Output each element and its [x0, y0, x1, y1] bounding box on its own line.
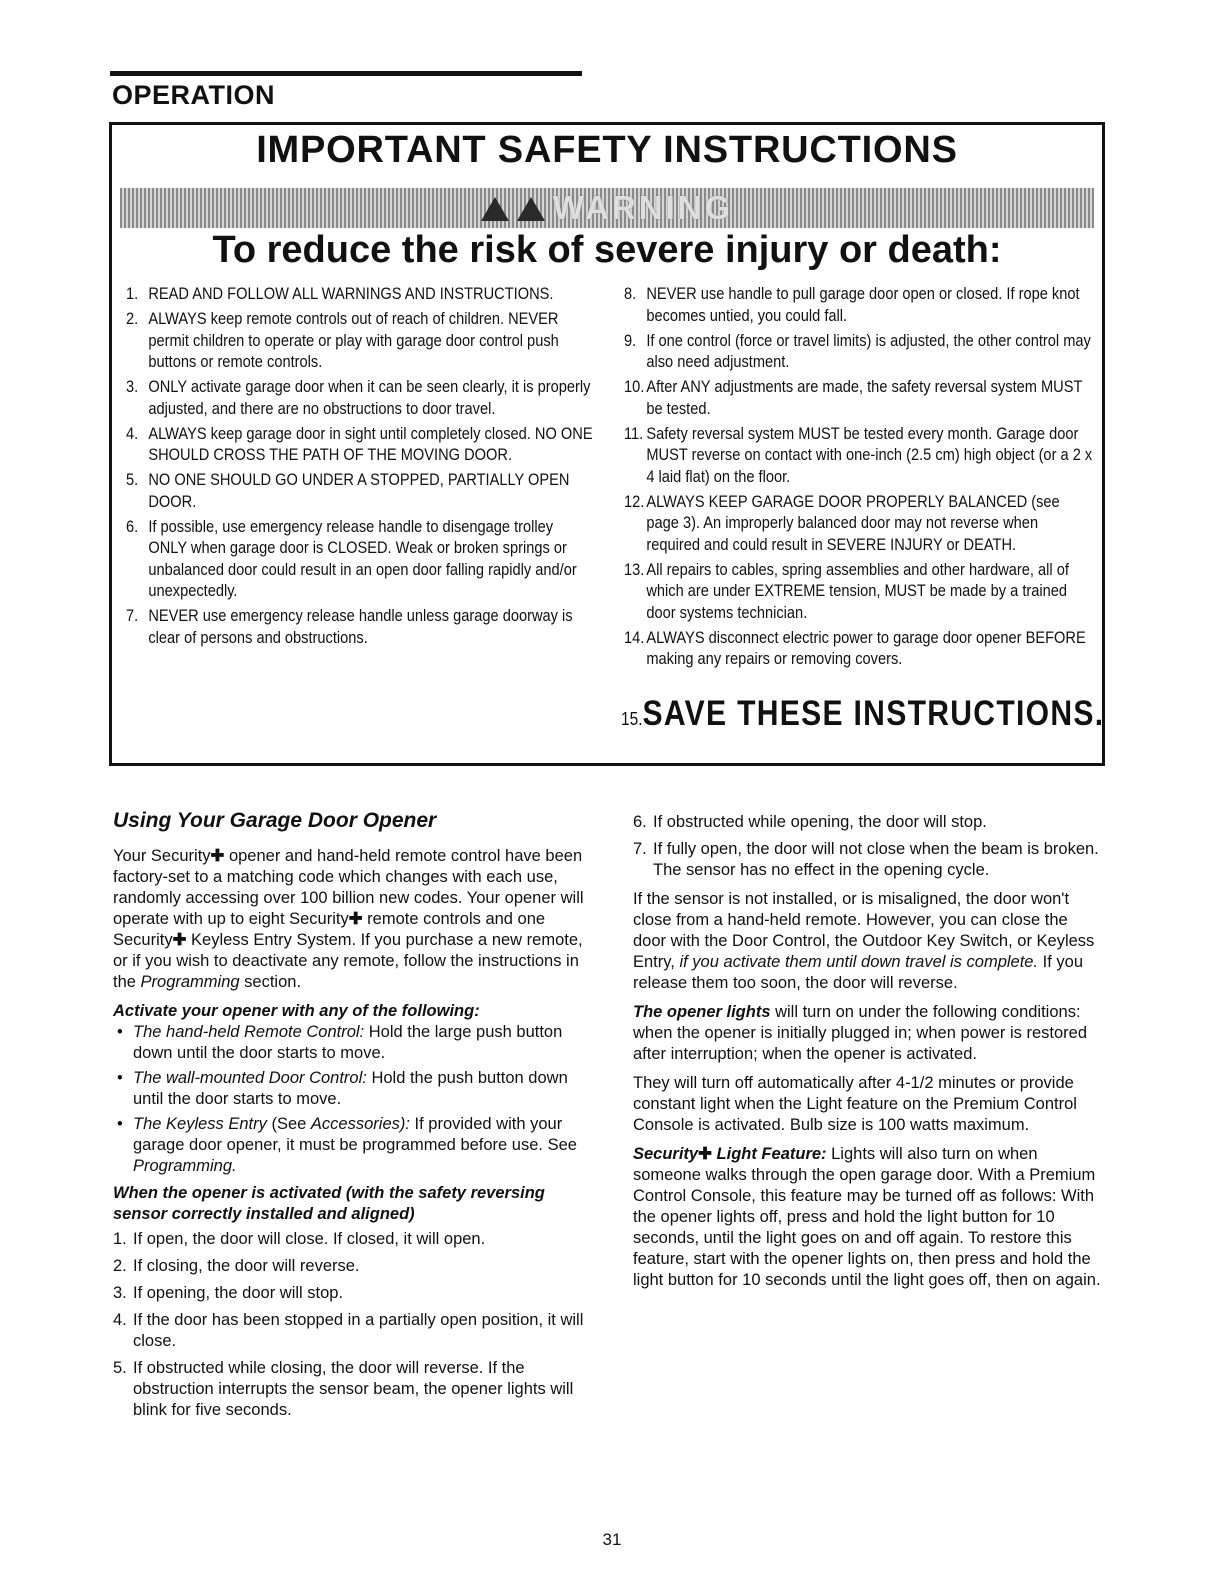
- safety-rule: 6. If possible, use emergency release handle to disengage trolley ONLY when garage door is CLOSED. Weak or broken springs or unbalanced door could result in an open door falling rapidly and/or unexpectedly.: [126, 516, 577, 600]
- opener-lights-paragraph: The opener lights will turn on under the following conditions: when the opener is initially plugged in; when power is restored after interruption; when the opener is activated.: [633, 1003, 1088, 1063]
- safety-rule: 3. ONLY activate garage door when it can be seen clearly, it is properly adjusted, and there are no obstructions to door travel.: [126, 377, 591, 418]
- activated-heading: When the opener is activated (with the safety reversing sensor correctly installed and aligned): [113, 1184, 545, 1223]
- list-item: 5. If obstructed while closing, the door will reverse. If the obstruction interrupts the sensor beam, the opener lights will blink for five seconds.: [113, 1359, 574, 1419]
- section-rule: [110, 71, 582, 76]
- list-item: 6. If obstructed while opening, the door will stop.: [633, 813, 987, 831]
- bullet-icon: •: [117, 1115, 123, 1133]
- plus-icon: ✚: [172, 931, 187, 949]
- list-item: 7. If fully open, the door will not close when the beam is broken. The sensor has no effect in the opening cycle.: [633, 840, 1099, 879]
- hazard-triangle-icon: [481, 197, 509, 221]
- activation-steps: [113, 1229, 593, 1421]
- safety-rule: 1. READ AND FOLLOW ALL WARNINGS AND INSTRUCTIONS.: [126, 284, 554, 303]
- page-number: 31: [602, 1530, 622, 1549]
- intro-paragraph: Your Security✚ opener and hand-held remote control have been factory-set to a matching code which changes with each use, randomly accessing over 100 billion new codes. Your opener will operate with up to eight Security✚ remote controls and one Security✚ Keyless Entry System. If you purchase a new remote, or if you wish to deactivate any remote, follow the instructions in the Programming section.: [113, 847, 584, 991]
- safety-rule: 4. ALWAYS keep garage door in sight until completely closed. NO ONE SHOULD CROSS THE PATH OF THE MOVING DOOR.: [126, 423, 593, 464]
- safety-rule: 10. After ANY adjustments are made, the safety reversal system MUST be tested.: [624, 377, 1083, 418]
- plus-icon: ✚: [698, 1145, 712, 1163]
- activate-heading: Activate your opener with any of the following:: [113, 1002, 480, 1020]
- safety-rule: 11. Safety reversal system MUST be tested every month. Garage door MUST reverse on contact with one-inch (2.5 cm) high object (or a 2 x 4 laid flat) on the floor.: [624, 423, 1093, 486]
- safety-box-title: IMPORTANT SAFETY INSTRUCTIONS: [256, 129, 958, 171]
- plus-icon: ✚: [210, 847, 225, 865]
- bullet-icon: •: [117, 1023, 123, 1041]
- using-opener-left-column: [113, 810, 593, 1429]
- using-opener-right-column: [633, 812, 1103, 1299]
- light-feature-paragraph: Security✚ Light Feature: Lights will also turn on when someone walks through the open garage door. With a Premium Control Console, this feature may be turned off as follows: With the opener lights off, press and hold the light button for 10 seconds, until the light goes on and off again. To restore this feature, start with the opener lights on, then press and hold the light button for 10 seconds until the light goes off, then on again.: [633, 1145, 1101, 1289]
- list-item: 2. If closing, the door will reverse.: [113, 1257, 360, 1275]
- warning-label-row: [120, 189, 1094, 227]
- safety-rules-right: [624, 283, 1169, 673]
- safety-rule: 5. NO ONE SHOULD GO UNDER A STOPPED, PARTIALLY OPEN DOOR.: [126, 470, 570, 511]
- list-item: 1. If open, the door will close. If closed, it will open.: [113, 1230, 486, 1248]
- safety-rule: 12. ALWAYS KEEP GARAGE DOOR PROPERLY BALANCED (see page 3). An improperly balanced door may not reverse when required and could result in SEVERE INJURY or DEATH.: [624, 491, 1060, 554]
- warning-label: WARNING: [552, 189, 734, 226]
- safety-rule: 9. If one control (force or travel limits) is adjusted, the other control may also need adjustment.: [624, 330, 1091, 371]
- safety-rule: 2. ALWAYS keep remote controls out of reach of children. NEVER permit children to operate or play with garage door control push buttons or remote controls.: [126, 309, 559, 371]
- safety-rules-left: [126, 283, 671, 652]
- sensor-paragraph: If the sensor is not installed, or is misaligned, the door won't close from a hand-held remote. However, you can close the door with the Door Control, the Outdoor Key Switch, or Keyless Entry, if you activate them until down travel is complete. If you release them too soon, the door will reverse.: [633, 890, 1095, 992]
- list-item: • The hand-held Remote Control: Hold the large push button down until the door starts to move.: [117, 1023, 563, 1062]
- warning-triangle-icon: [517, 197, 545, 221]
- list-item: • The wall-mounted Door Control: Hold the push button down until the door starts to move.: [117, 1069, 568, 1108]
- safety-rule: 8. NEVER use handle to pull garage door open or closed. If rope knot becomes untied, you could fall.: [624, 284, 1080, 325]
- safety-instructions-box: [109, 122, 1105, 766]
- safety-rule: 7. NEVER use emergency release handle unless garage doorway is clear of persons and obstructions.: [126, 606, 573, 647]
- lights-off-paragraph: They will turn off automatically after 4-1/2 minutes or provide constant light when the Light feature on the Premium Control Console is activated. Bulb size is 100 watts maximum.: [633, 1074, 1077, 1134]
- list-item: 3. If opening, the door will stop.: [113, 1284, 344, 1302]
- using-opener-heading: Using Your Garage Door Opener: [113, 809, 437, 832]
- list-item: • The Keyless Entry (See Accessories): If provided with your garage door opener, it must be programmed before use. See Programming.: [117, 1115, 577, 1175]
- activation-steps-continued: [633, 812, 1103, 881]
- plus-icon: ✚: [348, 910, 363, 928]
- risk-heading: To reduce the risk of severe injury or death:: [212, 229, 1002, 271]
- section-title: OPERATION: [112, 80, 276, 110]
- bullet-icon: •: [117, 1069, 123, 1087]
- save-instructions: 15.SAVE THESE INSTRUCTIONS.: [621, 694, 1105, 733]
- list-item: 4. If the door has been stopped in a partially open position, it will close.: [113, 1311, 584, 1350]
- activation-methods: [113, 1022, 593, 1177]
- safety-rule: 13. All repairs to cables, spring assemblies and other hardware, all of which are under EXTREME tension, MUST be made by a trained door systems technician.: [624, 559, 1069, 622]
- safety-rule: 14. ALWAYS disconnect electric power to garage door opener BEFORE making any repairs or removing covers.: [624, 627, 1086, 668]
- warning-banner: [120, 188, 1094, 228]
